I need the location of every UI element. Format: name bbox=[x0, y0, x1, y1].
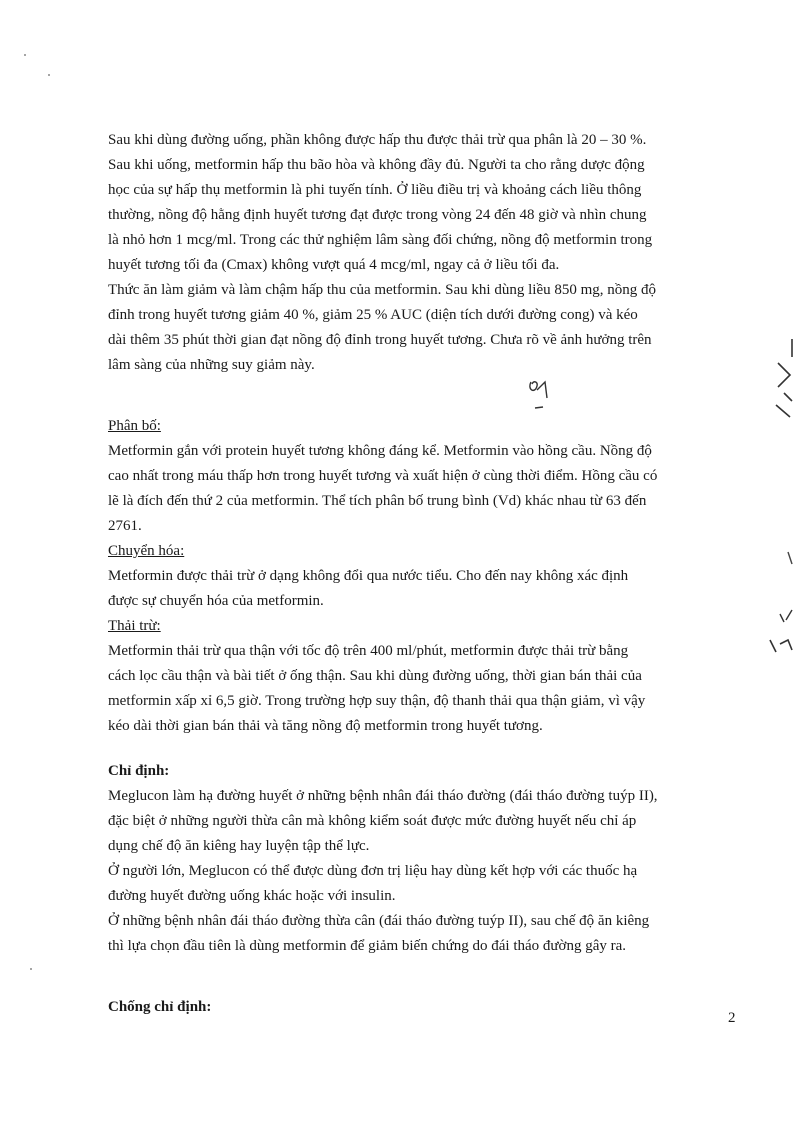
text-line: được sự chuyển hóa của metformin. bbox=[108, 593, 324, 609]
text-line: là nhỏ hơn 1 mcg/ml. Trong các thử nghiệm lâm sàng đối chứng, nồng độ metformin trong bbox=[108, 232, 653, 248]
indications-heading: Chỉ định: bbox=[108, 763, 170, 779]
document-page bbox=[108, 128, 738, 1020]
text-line: Metformin được thải trừ ở dạng không đổi qua nước tiểu. Cho đến nay không xác định bbox=[108, 568, 629, 584]
elimination-heading: Thải trừ: bbox=[108, 618, 161, 634]
text-line: dụng chế độ ăn kiêng hay luyện tập thể lực. bbox=[108, 838, 370, 854]
text-line: kéo dài thời gian bán thải và tăng nồng độ metformin trong huyết tương. bbox=[108, 718, 543, 734]
text-line: thì lựa chọn đầu tiên là dùng metformin để giảm biến chứng do đái tháo đường gây ra. bbox=[108, 938, 627, 954]
contraindications-heading: Chống chỉ định: bbox=[108, 999, 212, 1015]
metabolism-heading: Chuyển hóa: bbox=[108, 543, 185, 559]
text-line: Ở những bệnh nhân đái tháo đường thừa cân (đái tháo đường tuýp II), sau chế độ ăn kiêng bbox=[108, 913, 650, 929]
partial-stamp-icon bbox=[766, 600, 796, 665]
text-line: thường, nồng độ hằng định huyết tương đạt được trong vòng 24 đến 48 giờ và nhìn chung bbox=[108, 207, 647, 223]
food-effect-paragraph bbox=[108, 278, 738, 378]
text-line: Metformin thải trừ qua thận với tốc độ trên 400 ml/phút, metformin được thải trừ bằng bbox=[108, 643, 629, 659]
page-number: 2 bbox=[728, 1010, 736, 1026]
text-line: Meglucon làm hạ đường huyết ở những bệnh nhân đái tháo đường (đái tháo đường tuýp II), bbox=[108, 788, 658, 804]
text-line: Thức ăn làm giảm và làm chậm hấp thu của metformin. Sau khi dùng liều 850 mg, nồng độ bbox=[108, 282, 657, 298]
partial-stamp-icon bbox=[770, 335, 796, 430]
absorption-paragraph bbox=[108, 128, 738, 278]
distribution-heading: Phân bố: bbox=[108, 418, 161, 434]
text-line: Ở người lớn, Meglucon có thể được dùng đơn trị liệu hay dùng kết hợp với các thuốc hạ bbox=[108, 863, 638, 879]
scan-speck bbox=[30, 968, 32, 970]
elimination-paragraph bbox=[108, 639, 738, 739]
text-line: metformin xấp xỉ 6,5 giờ. Trong trường hợp suy thận, độ thanh thải qua thận giảm, vì vậy bbox=[108, 693, 646, 709]
text-line: cách lọc cầu thận và bài tiết ở ống thận. Sau khi dùng đường uống, thời gian bán thải của bbox=[108, 668, 642, 684]
text-line: đặc biệt ở những người thừa cân mà không kiểm soát được mức đường huyết nếu chỉ áp bbox=[108, 813, 637, 829]
text-line: Sau khi dùng đường uống, phần không được hấp thu được thải trừ qua phân là 20 – 30 %. bbox=[108, 132, 647, 148]
scan-speck bbox=[24, 54, 26, 56]
indications-paragraph bbox=[108, 784, 738, 859]
text-line: cao nhất trong máu thấp hơn trong huyết tương và xuất hiện ở cùng thời điểm. Hồng cầu có bbox=[108, 468, 658, 484]
text-line: 2761. bbox=[108, 518, 142, 534]
indications-overweight-paragraph bbox=[108, 909, 738, 959]
text-line: dài thêm 35 phút thời gian đạt nồng độ đỉnh trong huyết tương. Chưa rõ về ảnh hưởng trên bbox=[108, 332, 652, 348]
partial-stamp-icon bbox=[770, 550, 796, 575]
scan-speck bbox=[48, 74, 50, 76]
text-line: huyết tương tối đa (Cmax) không vượt quá 4 mcg/ml, ngay cả ở liều tối đa. bbox=[108, 257, 560, 273]
indications-adult-paragraph bbox=[108, 859, 738, 909]
text-line: học của sự hấp thụ metformin là phi tuyến tính. Ở liều điều trị và khoảng cách liều thông bbox=[108, 182, 642, 198]
text-line: Metformin gắn với protein huyết tương không đáng kể. Metformin vào hồng cầu. Nồng độ bbox=[108, 443, 652, 459]
text-line: đỉnh trong huyết tương giảm 40 %, giảm 25 % AUC (diện tích dưới đường cong) và kéo bbox=[108, 307, 638, 323]
text-line: Sau khi uống, metformin hấp thu bão hòa và không đầy đủ. Người ta cho rằng dược động bbox=[108, 157, 645, 173]
distribution-paragraph bbox=[108, 439, 738, 539]
text-line: đường huyết đường uống khác hoặc với insulin. bbox=[108, 888, 396, 904]
text-line: lẽ là đích đến thứ 2 của metformin. Thể tích phân bố trung bình (Vd) khác nhau từ 63 đến bbox=[108, 493, 647, 509]
metabolism-paragraph bbox=[108, 564, 738, 614]
text-line: lâm sàng của những suy giảm này. bbox=[108, 357, 315, 373]
